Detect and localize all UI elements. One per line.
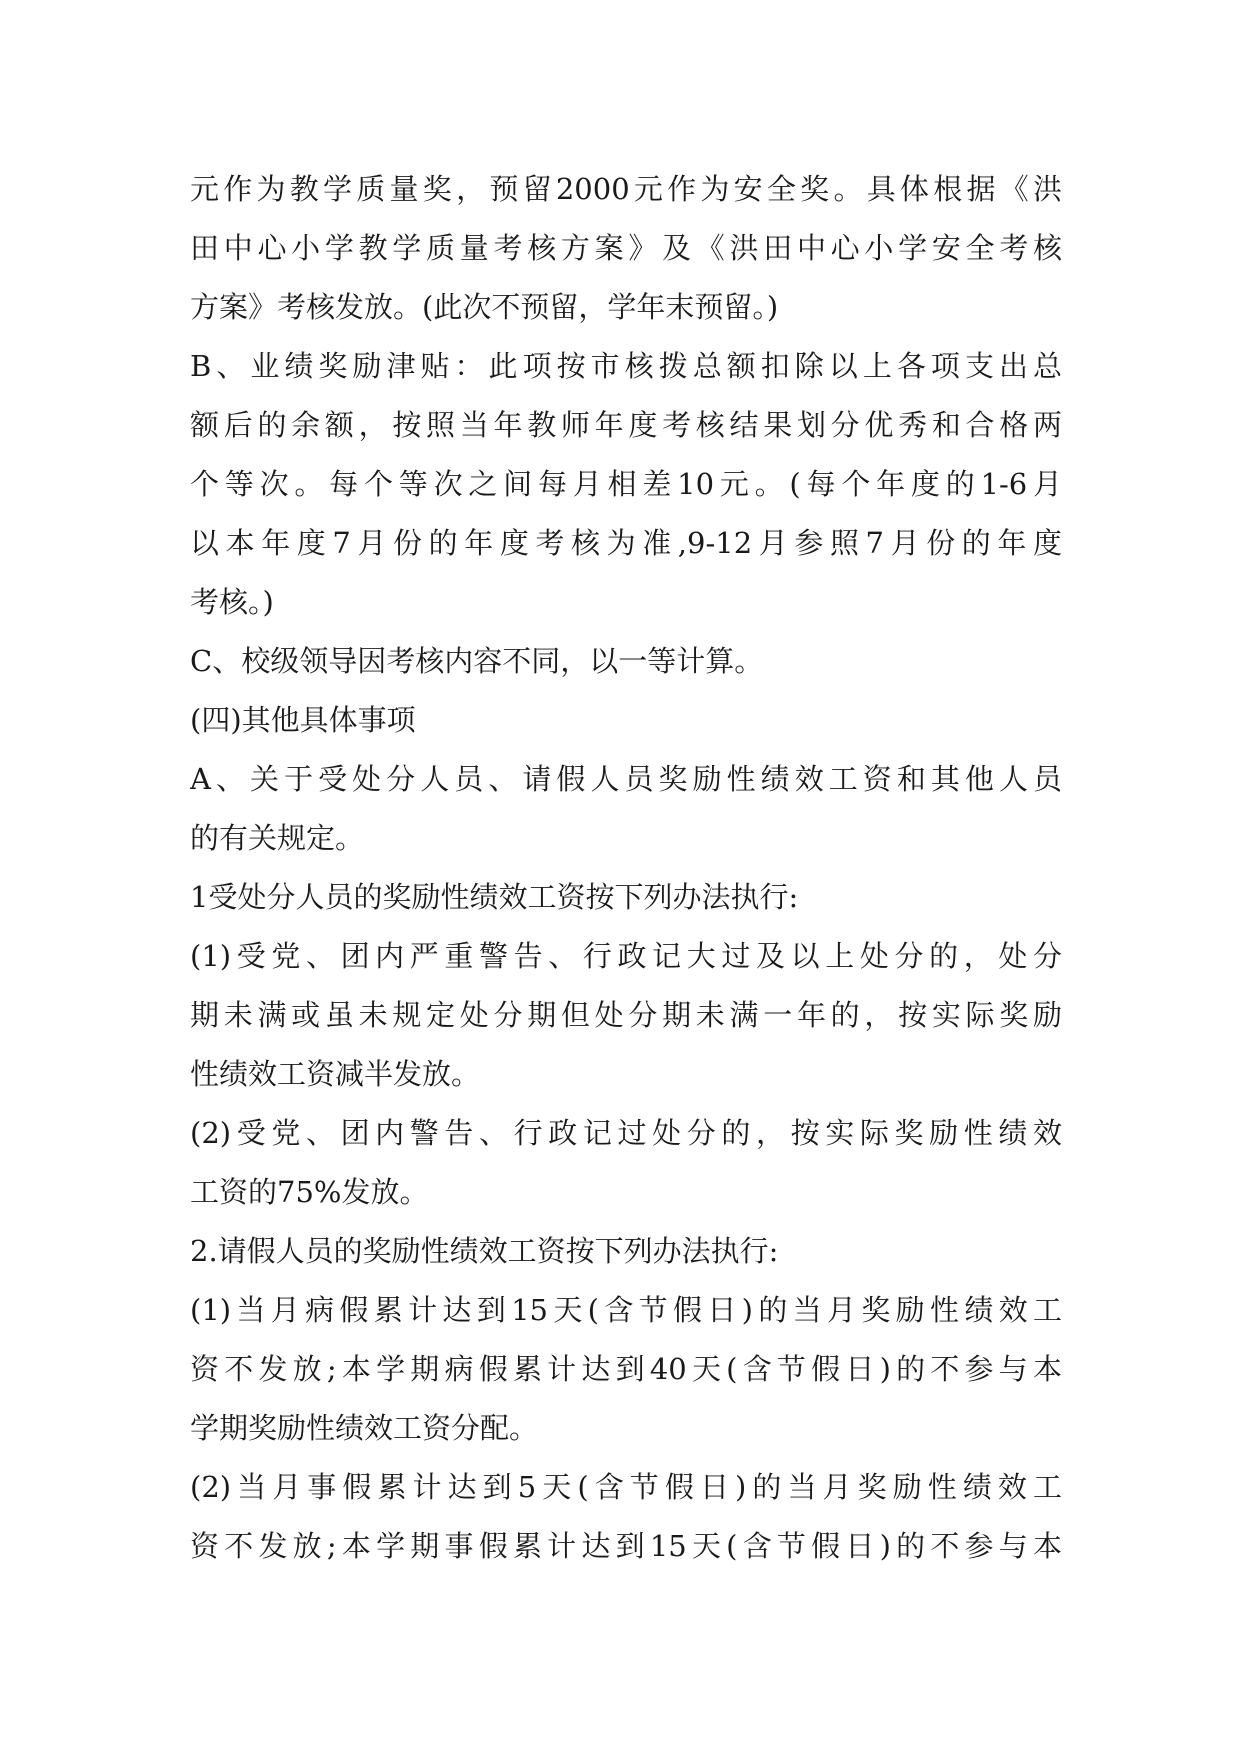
text-line: A、关于受处分人员、请假人员奖励性绩效工资和其他人员 <box>190 762 1062 796</box>
text-line: (2)受党、团内警告、行政记过处分的，按实际奖励性绩效 <box>190 1116 1062 1150</box>
text-line: 考核。) <box>190 585 274 619</box>
text-line: 的有关规定。 <box>190 821 365 855</box>
text-line: 2.请假人员的奖励性绩效工资按下列办法执行: <box>190 1234 779 1268</box>
text-line: 工资的75%发放。 <box>190 1175 429 1209</box>
text-line: C、校级领导因考核内容不同，以一等计算。 <box>190 644 764 678</box>
text-line: 性绩效工资减半发放。 <box>190 1057 481 1091</box>
text-line: 资不发放;本学期病假累计达到40天(含节假日)的不参与本 <box>190 1352 1062 1386</box>
text-line: 额后的余额，按照当年教师年度考核结果划分优秀和合格两 <box>190 408 1062 442</box>
text-line: (四)其他具体事项 <box>190 703 416 737</box>
text-line: 期未满或虽未规定处分期但处分期未满一年的，按实际奖励 <box>190 998 1062 1032</box>
text-line: 方案》考核发放。(此次不预留，学年末预留。) <box>190 290 779 324</box>
text-line: B、业绩奖励津贴：此项按市核拨总额扣除以上各项支出总 <box>190 349 1062 383</box>
text-line: 个等次。每个等次之间每月相差10元。(每个年度的1-6月 <box>190 467 1062 501</box>
document-body <box>190 160 1062 1576</box>
text-line: (1)当月病假累计达到15天(含节假日)的当月奖励性绩效工 <box>190 1293 1062 1327</box>
text-line: 1受处分人员的奖励性绩效工资按下列办法执行: <box>190 880 799 914</box>
text-line: 元作为教学质量奖，预留2000元作为安全奖。具体根据《洪 <box>190 172 1062 206</box>
text-line: 田中心小学教学质量考核方案》及《洪田中心小学安全考核 <box>190 231 1062 265</box>
text-line: (1)受党、团内严重警告、行政记大过及以上处分的，处分 <box>190 939 1062 973</box>
text-line: 以本年度7月份的年度考核为准,9-12月参照7月份的年度 <box>190 526 1062 560</box>
text-line: 学期奖励性绩效工资分配。 <box>190 1411 539 1445</box>
text-line: (2)当月事假累计达到5天(含节假日)的当月奖励性绩效工 <box>190 1470 1062 1504</box>
text-line: 资不发放;本学期事假累计达到15天(含节假日)的不参与本 <box>190 1529 1062 1563</box>
